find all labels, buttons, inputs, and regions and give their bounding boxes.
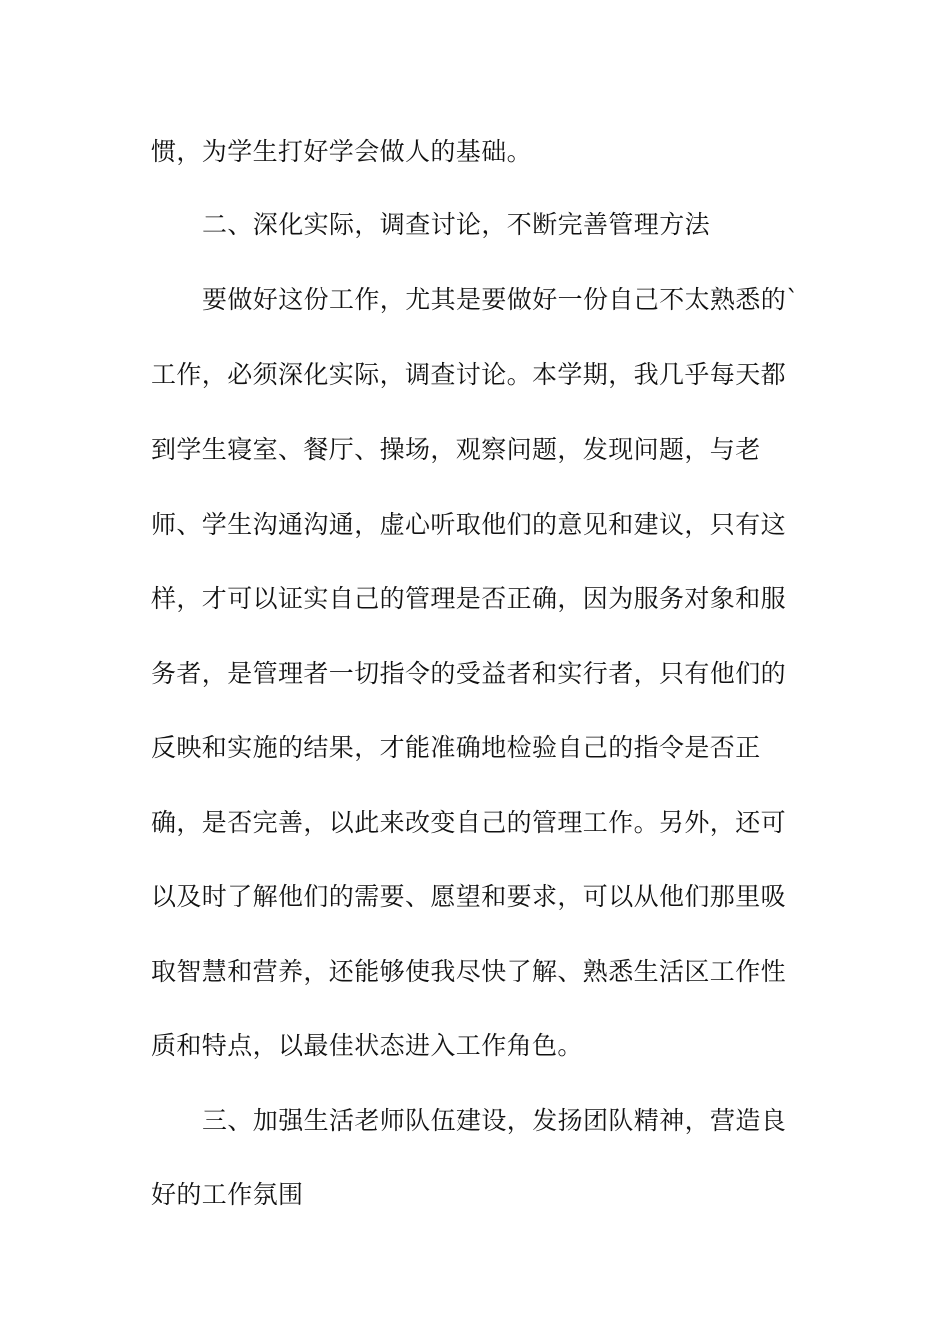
paragraph-line: 工作，必须深化实际，调查讨论。本学期，我几乎每天都: [151, 360, 787, 389]
paragraph-line-start: 要做好这份工作，尤其是要做好一份自己不太熟悉的`: [202, 285, 800, 314]
paragraph-line: 师、学生沟通沟通，虚心听取他们的意见和建议，只有这: [151, 510, 787, 539]
paragraph-line: 样，才可以证实自己的管理是否正确，因为服务对象和服: [151, 584, 787, 613]
text-line-1: 惯，为学生打好学会做人的基础。: [151, 137, 533, 166]
paragraph-line: 取智慧和营养，还能够使我尽快了解、熟悉生活区工作性: [151, 957, 787, 986]
paragraph-line: 到学生寝室、餐厅、操场，观察问题，发现问题，与老: [151, 435, 761, 464]
paragraph-line: 务者，是管理者一切指令的受益者和实行者，只有他们的: [151, 659, 787, 688]
section-heading-2: 二、深化实际，调查讨论，不断完善管理方法: [202, 210, 711, 239]
paragraph-line: 反映和实施的结果，才能准确地检验自己的指令是否正: [151, 733, 761, 762]
section-heading-3: 三、加强生活老师队伍建设，发扬团队精神，营造良: [202, 1106, 787, 1135]
paragraph-line: 以及时了解他们的需要、愿望和要求，可以从他们那里吸: [151, 882, 787, 911]
section-heading-3-continued: 好的工作氛围: [151, 1180, 304, 1209]
paragraph-line-end: 质和特点，以最佳状态进入工作角色。: [151, 1031, 583, 1060]
paragraph-line: 确，是否完善，以此来改变自己的管理工作。另外，还可: [151, 808, 787, 837]
